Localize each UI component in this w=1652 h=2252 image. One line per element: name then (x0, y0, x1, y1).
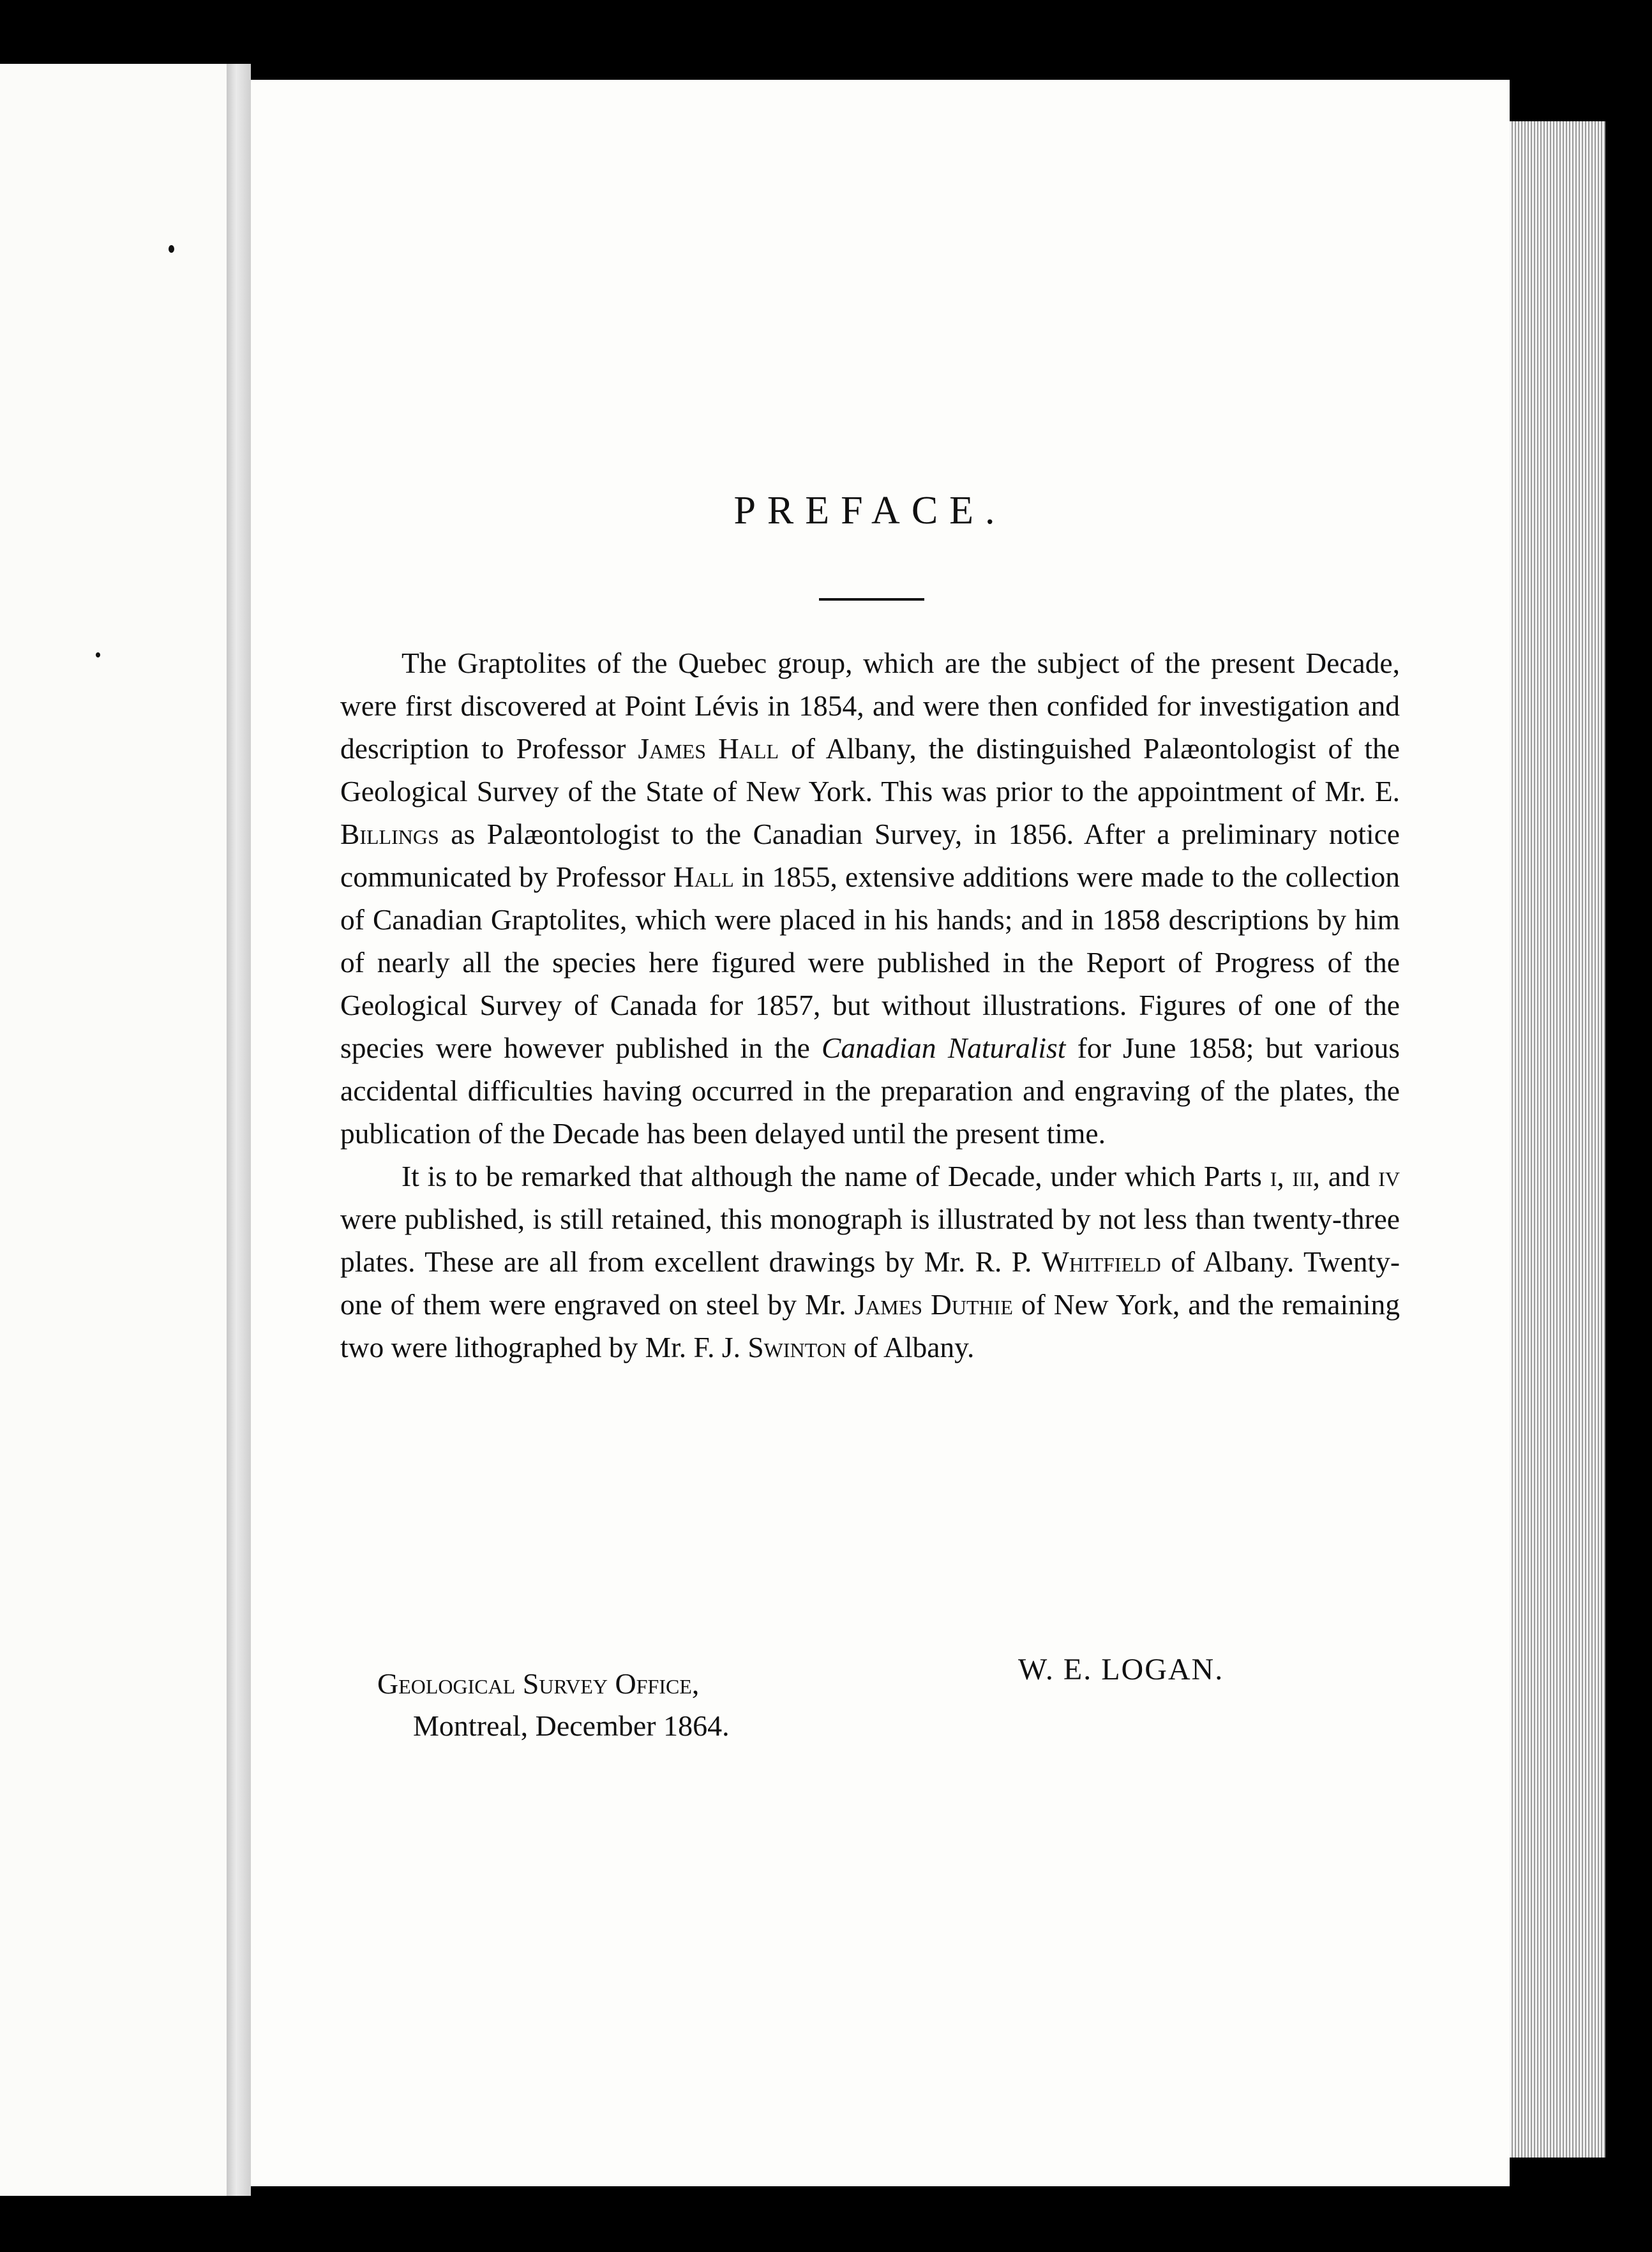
text-run-italic: Canadian Naturalist (822, 1032, 1066, 1064)
text-run: and (1319, 1160, 1379, 1192)
preface-page (251, 80, 1510, 2186)
office-name: Geological Survey Office, (377, 1667, 700, 1700)
place-date: Montreal, December 1864. (413, 1709, 730, 1742)
text-run: in 1855, extensive additions were made to the collection of Canadian Graptolites, which were placed in his hands; and in 1858 descriptions by him of nearly all the species here figured were published in the Report of Progress of the Geological Survey of Canada for 1857, but without illustrations. Figures of one of the species were however published in the (340, 860, 1400, 1064)
text-run: The Graptolites of the Quebec group, which are the subject of the present Decade, were first discovered at Point Lévis in 1854, and were then confided for investigation and description to Professor (340, 647, 1400, 765)
text-run-smallcaps: James Duthie (854, 1288, 1013, 1321)
dateline (377, 1663, 730, 1747)
text-run: It is to be remarked that although the name of Decade, under which Parts (402, 1160, 1270, 1192)
paragraph (340, 1155, 1400, 1369)
preface-body (340, 642, 1400, 1369)
text-run-smallcaps: i, iii, (1270, 1160, 1320, 1192)
text-run: of Albany, the distinguished Palæontologist of the Geological Survey of the State of New York. This was prior to the appointment of Mr. E. (340, 732, 1400, 807)
title-rule (819, 598, 924, 601)
author-signature: W. E. LOGAN. (1018, 1653, 1224, 1686)
text-run-smallcaps: iv (1378, 1160, 1400, 1192)
text-run-smallcaps: Hall (673, 860, 734, 893)
text-run: for June 1858; but various accidental difficulties having occurred in the preparation and engraving of the plates, the publication of the Decade has been delayed until the present time. (340, 1032, 1400, 1150)
text-run: of New York, and the remaining two were lithographed by Mr. F. J. (340, 1288, 1400, 1363)
text-run-smallcaps: Billings (340, 818, 439, 850)
text-run-smallcaps: James Hall (638, 732, 779, 765)
paragraph (340, 642, 1400, 1155)
page-fore-edge (1510, 121, 1605, 2158)
text-run: of Albany. Twenty-one of them were engraved on steel by Mr. (340, 1245, 1400, 1321)
left-page-fragment (0, 64, 230, 2196)
text-run: were published, is still retained, this monograph is illustrated by not less than twenty-three plates. These are all from excellent drawings by Mr. R. P. (340, 1203, 1400, 1278)
text-run-smallcaps: Whitfield (1041, 1245, 1161, 1278)
text-run: of Albany. (846, 1331, 975, 1363)
page-title: PREFACE. (733, 489, 1007, 532)
text-run: as Palæontologist to the Canadian Survey, in 1856. After a preliminary notice communicated by Professor (340, 818, 1400, 893)
text-run-smallcaps: Swinton (747, 1331, 846, 1363)
scan-speck (169, 245, 174, 253)
scan-speck (96, 652, 100, 657)
book-gutter (227, 64, 251, 2196)
